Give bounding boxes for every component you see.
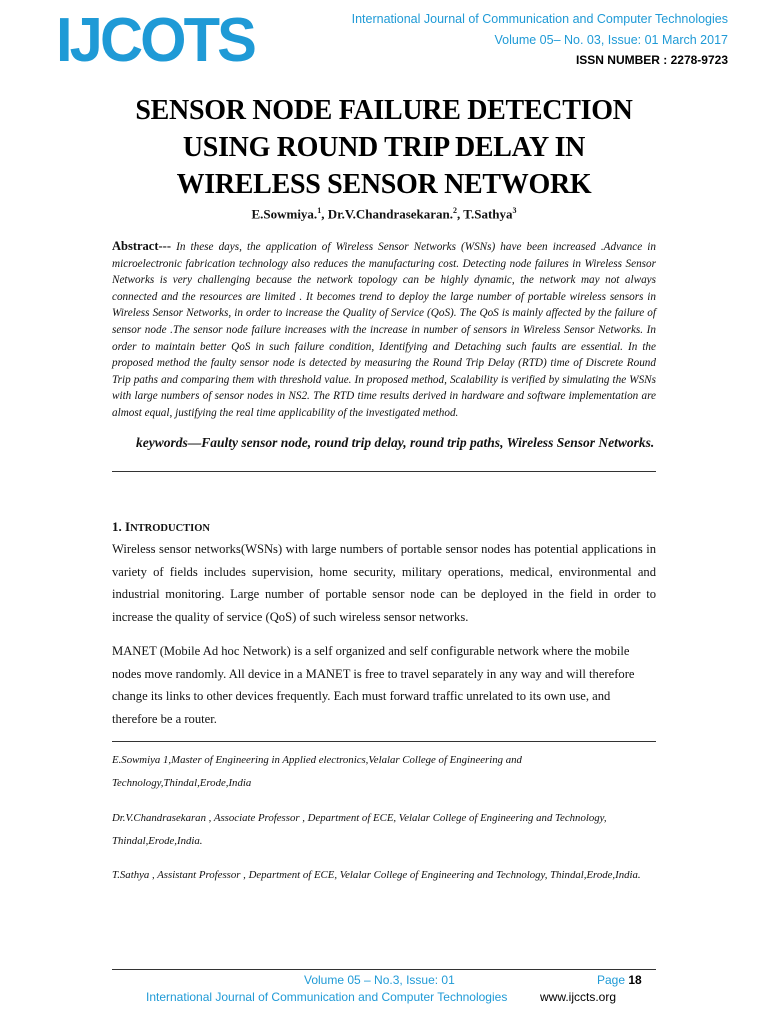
author-separator: , — [321, 206, 328, 222]
author-name: T.Sathya — [463, 206, 513, 222]
affiliation-footnote: E.Sowmiya 1,Master of Engineering in Applied electronics,Velalar College of Engineering and Technology,Thindal,Erode,India — [112, 754, 522, 789]
journal-logo — [56, 8, 256, 68]
abstract-label: Abstract--- — [112, 239, 172, 253]
author-list — [84, 206, 684, 222]
author-name: Dr.V.Chandrasekaran. — [327, 206, 454, 222]
author-name: E.Sowmiya. — [251, 206, 318, 222]
title-line: SENSOR NODE FAILURE DETECTION — [135, 95, 633, 126]
footer-url-link[interactable]: www.ijccts.org — [540, 990, 617, 1004]
body-paragraph: Wireless sensor networks(WSNs) with large numbers of portable sensor nodes has potential applications in variety of fields includes supervision, home security, military operations, medical, environmental and industrial monitoring. Large number of portable sensor node can be deployed in the field in order to increase the quality of service (QoS) of such wireless sensor networks. — [112, 542, 656, 624]
footer-page-label: Page — [597, 973, 629, 987]
keywords — [112, 434, 656, 452]
affiliation-footnote: T.Sathya , Assistant Professor , Department of ECE, Velalar College of Engineering and Technology, Thindal,Erode,India. — [112, 869, 641, 881]
affiliation-footnote: Dr.V.Chandrasekaran , Associate Professor , Department of ECE, Velalar College of Engineering and Technology, Thindal,Erode,India. — [112, 812, 607, 847]
paper-title — [84, 92, 684, 203]
header-volume: Volume 05– No. 03, Issue: 01 March 2017 — [494, 33, 728, 47]
keywords-divider — [112, 471, 656, 472]
author-affiliation-mark: 1 — [317, 206, 322, 215]
author-affiliation-mark: 2 — [453, 206, 458, 215]
author-affiliation-mark: 3 — [512, 206, 517, 215]
footer-page-value: 18 — [628, 973, 642, 987]
author-separator: , — [457, 206, 464, 222]
section-heading-introduction — [112, 519, 210, 535]
abstract — [112, 238, 656, 422]
footer-divider — [112, 969, 656, 970]
body-paragraph: MANET (Mobile Ad hoc Network) is a self organized and self configurable network where the mobile nodes move randomly. All device in a MANET is free to travel separately in any way and will therefore change its links to other devices frequently. Each must forward traffic unrelated to its own use, and therefore be a router. — [112, 644, 635, 726]
title-line: USING ROUND TRIP DELAY IN — [182, 132, 586, 163]
footer-journal-name: International Journal of Communication and Computer Technologies — [146, 990, 508, 1004]
header-journal-name: International Journal of Communication and Computer Technologies — [351, 12, 728, 26]
footer-page-number — [597, 973, 642, 987]
keywords-text: —Faulty sensor node, round trip delay, round trip paths, Wireless Sensor Networks. — [187, 435, 655, 450]
logo-text: IJCOTS — [56, 8, 255, 68]
section-heading-number: 1. I — [112, 519, 131, 534]
keywords-label: keywords — [136, 435, 188, 450]
header-issn: ISSN NUMBER : 2278-9723 — [575, 53, 728, 67]
footnote-divider — [112, 741, 656, 742]
title-line: WIRELESS SENSOR NETWORK — [176, 169, 592, 200]
abstract-text: In these days, the application of Wireless Sensor Networks (WSNs) have been increased .Advance in microelectronic fabrication technology also reduces the manufacturing cost. Detecting node failures in Wireless Sensor Networks is very challenging because the network topology can be highly dynamic, the network may not always connected and the resources are limited . It becomes trend to deploy the large number of portable wireless sensors in Wireless Sensor Networks, in order to increase the Quality of Service (QoS). The QoS is mainly affected by the failure of sensor node .The sensor node failure increases with the increase in number of sensors in Wireless Sensor Networks. In order to maintain better QoS in such failure condition, Identifying and Detaching such faults are essential. In the proposed method the faulty sensor node is detected by measuring the Round Trip Delay (RTD) time of Discrete Round Trip paths and comparing them with threshold value. In proposed method, Scalability is verified by simulating the WSNs with large numbers of sensor nodes in NS2. The RTD time results derived in hardware and software implementation are almost equal, justifying the real time applicability of the investigated method. — [112, 241, 656, 419]
footer-volume: Volume 05 – No.3, Issue: 01 — [304, 973, 455, 987]
section-heading-rest: NTRODUCTION — [130, 523, 210, 534]
